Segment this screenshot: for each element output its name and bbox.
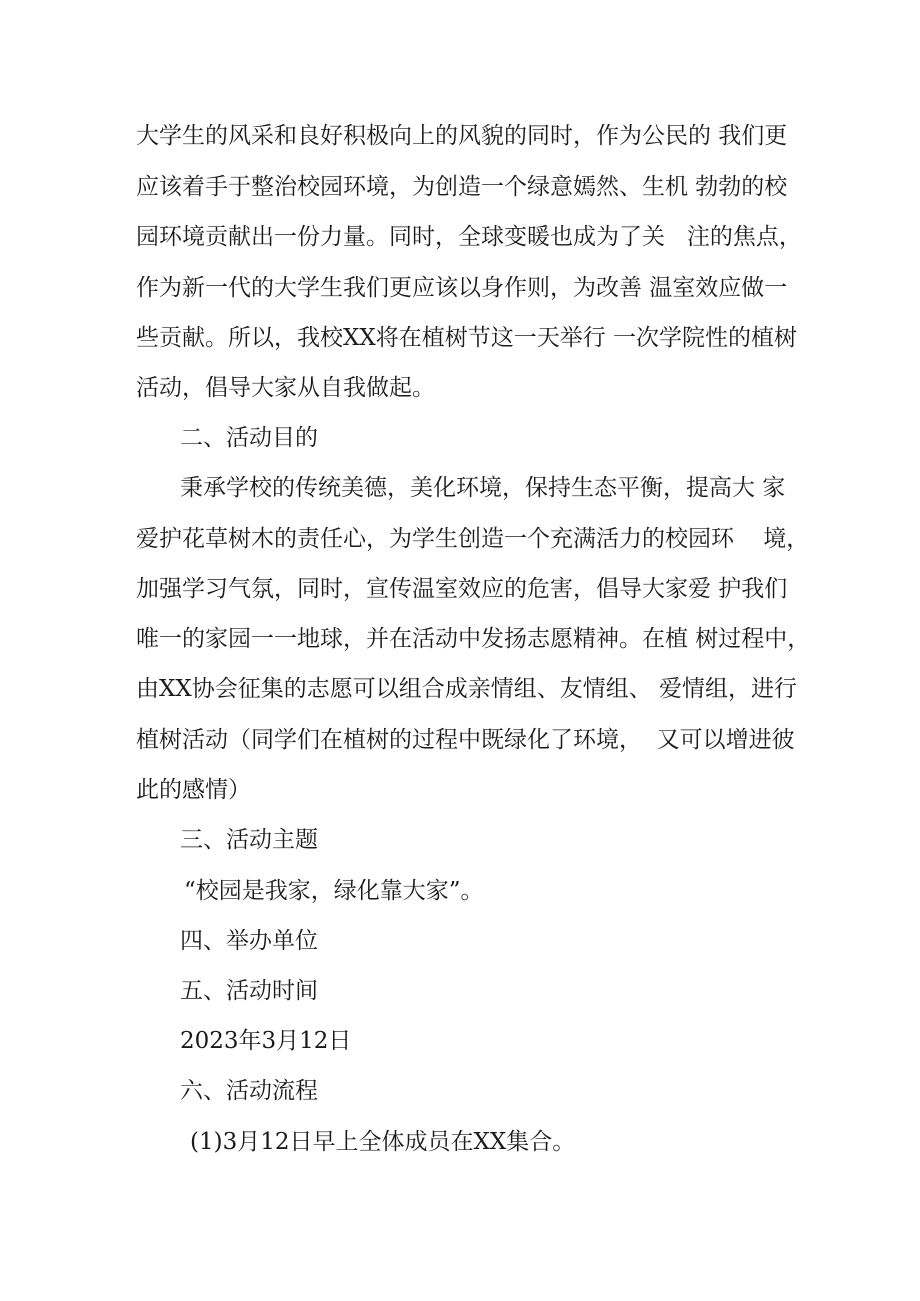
paragraph-line: 此的感情） xyxy=(136,777,251,803)
theme-text: “校园是我家，绿化靠大家”。 xyxy=(184,878,484,904)
section-heading: 三、活动主题 xyxy=(180,827,318,853)
date-text: 2023年3月12日 xyxy=(180,1028,352,1054)
section-heading: 四、举办单位 xyxy=(180,928,318,954)
section-heading: 五、活动时间 xyxy=(180,978,318,1004)
section-heading: 二、活动目的 xyxy=(180,425,318,451)
paragraph-line: 秉承学校的传统美德，美化环境，保持生态平衡，提高大 家 xyxy=(180,475,786,501)
paragraph-line: 植树活动（同学们在植树的过程中既绿化了环境， 又可以增进彼 xyxy=(136,727,795,753)
section-heading: 六、活动流程 xyxy=(180,1078,318,1104)
paragraph-line: 加强学习气氛，同时，宣传温室效应的危害，倡导大家爱 护我们 xyxy=(136,576,788,602)
paragraph-line: 唯一的家园一一地球，并在活动中发扬志愿精神。在植 树过程中， xyxy=(136,626,811,652)
paragraph-line: 应该着手于整治校园环境，为创造一个绿意嫣然、生机 勃勃的校 xyxy=(136,174,788,200)
list-item: (1)3月12日早上全体成员在XX集合。 xyxy=(190,1129,576,1155)
paragraph-line: 活动，倡导大家从自我做起。 xyxy=(136,375,435,401)
paragraph-line: 大学生的风采和良好积极向上的风貌的同时，作为公民的 我们更 xyxy=(136,123,788,149)
paragraph-line: 作为新一代的大学生我们更应该以身作则，为改善 温室效应做一 xyxy=(136,275,788,301)
paragraph-line: 园环境贡献出一份力量。同时，全球变暖也成为了关 注的焦点， xyxy=(136,224,802,250)
paragraph-line: 爱护花草树木的责任心，为学生创造一个充满活力的校园环 境， xyxy=(136,526,810,552)
paragraph-line: 些贡献。所以，我校XX将在植树节这一天举行 一次学院性的植树 xyxy=(136,325,798,351)
paragraph-line: 由XX协会征集的志愿可以组合成亲情组、友情组、 爱情组，进行 xyxy=(136,676,798,702)
